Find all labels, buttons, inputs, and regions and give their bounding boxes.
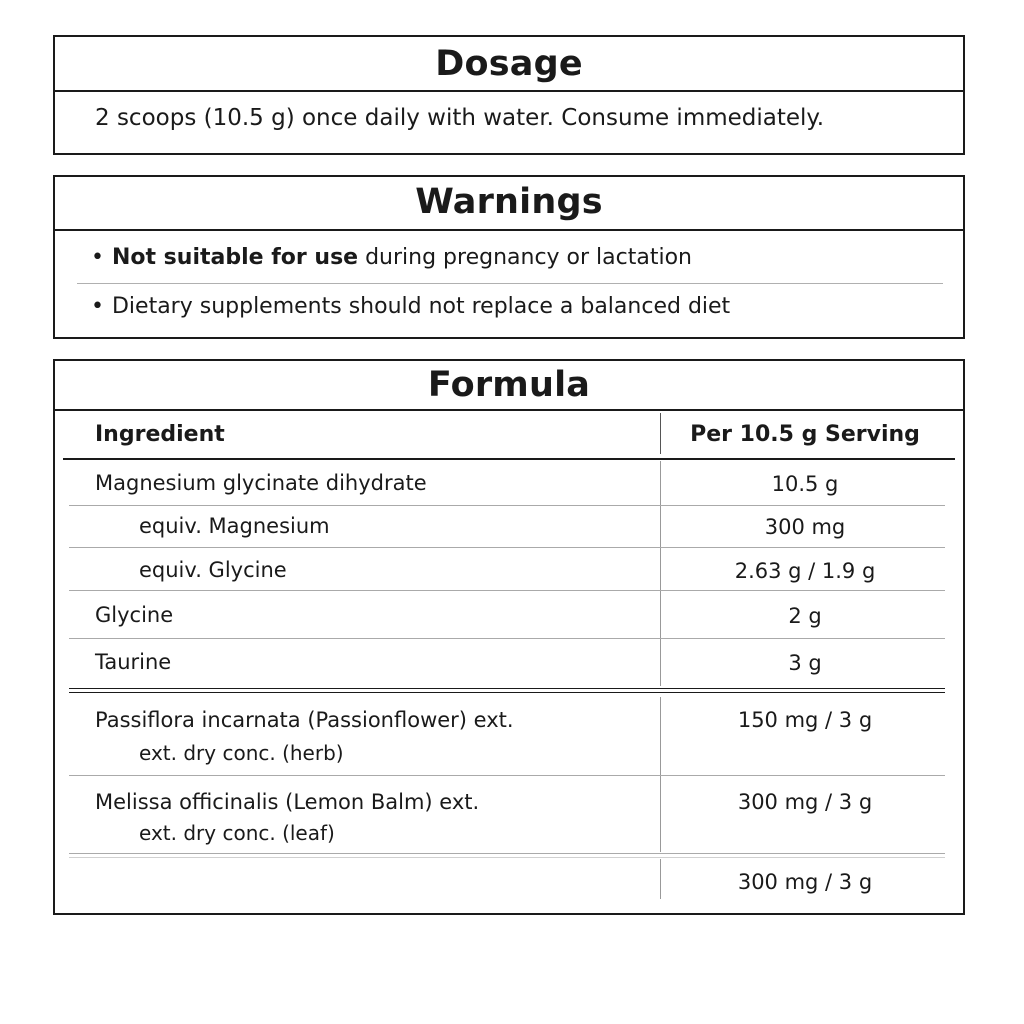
ingredient-amount: 150 mg / 3 g [737, 708, 873, 732]
ingredient-amount: 300 mg / 3 g [737, 870, 873, 894]
ingredient-amount: 300 mg [764, 515, 846, 539]
warnings-title: Warnings [55, 177, 963, 231]
row-divider [69, 505, 945, 506]
ingredient-name: Magnesium glycinate dihydrate [95, 471, 427, 495]
ingredient-name: Melissa officinalis (Lemon Balm) ext. [95, 790, 480, 814]
ingredient-amount: 300 mg / 3 g [737, 790, 873, 814]
row-divider [69, 638, 945, 639]
formula-panel [53, 359, 965, 915]
header-rule [63, 458, 955, 460]
bullet-icon: • [91, 294, 104, 319]
row-divider [69, 590, 945, 591]
ingredient-amount: 2.63 g / 1.9 g [734, 559, 876, 583]
header-ingredient: Ingredient [95, 422, 225, 447]
ingredient-amount: 10.5 g [771, 472, 839, 496]
row-divider [69, 857, 945, 858]
header-amount: Per 10.5 g Serving [690, 422, 920, 447]
warning-text: Dietary supplements should not replace a balanced diet [111, 294, 731, 319]
ingredient-subtext: ext. dry conc. (herb) [139, 741, 344, 765]
warnings-panel [53, 175, 965, 339]
ingredient-name: Taurine [95, 650, 172, 674]
row-divider [69, 853, 945, 854]
warning-text: during pregnancy or lactation [358, 245, 692, 270]
dosage-panel [53, 35, 965, 155]
section-double-rule [69, 688, 945, 693]
dosage-title: Dosage [55, 37, 963, 92]
formula-title: Formula [55, 361, 963, 411]
ingredient-subtext: ext. dry conc. (leaf) [139, 821, 335, 845]
ingredient-amount: 2 g [788, 604, 822, 628]
ingredient-amount: 3 g [788, 651, 822, 675]
ingredient-name: Glycine [95, 603, 174, 627]
warning-divider [77, 283, 943, 284]
row-divider [69, 547, 945, 548]
row-divider [69, 775, 945, 776]
warning-item [91, 244, 692, 272]
ingredient-name: equiv. Glycine [139, 558, 287, 582]
warning-item [91, 293, 730, 321]
ingredient-name: equiv. Magnesium [139, 514, 330, 538]
bullet-icon: • [91, 245, 104, 270]
dosage-text: 2 scoops (10.5 g) once daily with water. Consume immediately. [95, 105, 825, 131]
warning-bold-text: Not suitable for use [111, 245, 359, 270]
ingredient-name: Passiflora incarnata (Passionflower) ext. [95, 708, 514, 732]
